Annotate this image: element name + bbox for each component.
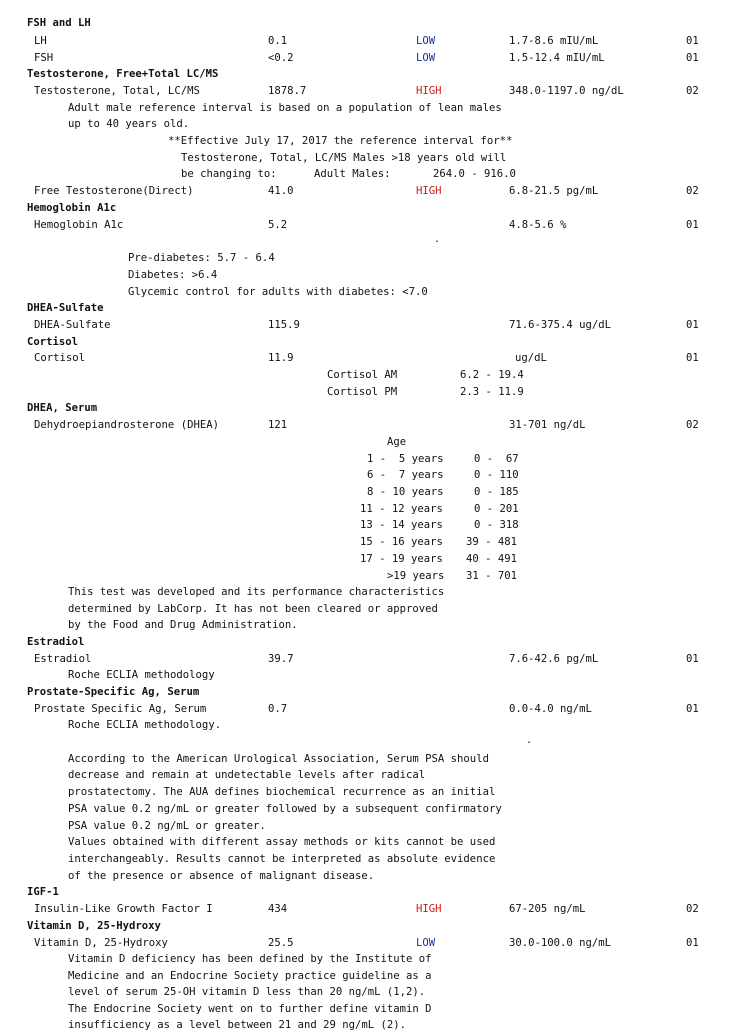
lab-code-fsh: 01: [686, 52, 699, 64]
lab-code-estradiol: 01: [686, 653, 699, 665]
reference-range-lh: 1.7-8.6 mIU/mL: [509, 35, 599, 47]
reference-range-testosterone-total: 348.0-1197.0 ng/dL: [509, 85, 624, 97]
lab-code-vitamin-d: 01: [686, 937, 699, 949]
lab-code-testosterone-total: 02: [686, 85, 699, 97]
cortisol-ref-label: Cortisol PM: [327, 386, 398, 398]
stray-dot: .: [434, 234, 441, 245]
comment-line: Vitamin D deficiency has been defined by the Institute of: [68, 953, 432, 965]
test-name-testosterone-total: Testosterone, Total, LC/MS: [34, 85, 200, 97]
comment-line: Diabetes: >6.4: [128, 269, 218, 281]
method-note: Roche ECLIA methodology: [68, 669, 215, 681]
comment-line: Glycemic control for adults with diabetes: <7.0: [128, 286, 428, 298]
comment-line: by the Food and Drug Administration.: [68, 619, 298, 631]
age-range-value: 39 - 481: [466, 536, 518, 548]
comment-line: **Effective July 17, 2017 the reference interval for**: [168, 135, 513, 147]
result-value-free-testosterone: 41.0: [268, 185, 294, 197]
flag-low-lh: LOW: [416, 35, 436, 47]
stray-dot: .: [526, 735, 533, 746]
reference-range-psa: 0.0-4.0 ng/mL: [509, 703, 592, 715]
test-name-igf1: Insulin-Like Growth Factor I: [34, 903, 213, 915]
test-name-vitamin-d: Vitamin D, 25-Hydroxy: [34, 937, 168, 949]
comment-line: Testosterone, Total, LC/MS Males >18 years old will: [181, 152, 507, 164]
section-header-a1c: Hemoglobin A1c: [27, 202, 117, 214]
comment-line: This test was developed and its performance characteristics: [68, 586, 445, 598]
age-range-label: 17 - 19 years: [360, 553, 443, 565]
result-value-psa: 0.7: [268, 703, 288, 715]
flag-high-free-testosterone: HIGH: [416, 185, 442, 197]
section-header-vitamin-d: Vitamin D, 25-Hydroxy: [27, 920, 161, 932]
comment-line: decrease and remain at undetectable levels after radical: [68, 769, 426, 781]
result-value-dhea-sulfate: 115.9: [268, 319, 300, 331]
test-name-cortisol: Cortisol: [34, 352, 86, 364]
result-value-estradiol: 39.7: [268, 653, 294, 665]
age-range-label: 6 - 7 years: [367, 469, 444, 481]
comment-line: 264.0 - 916.0: [433, 168, 516, 180]
age-range-value: 0 - 318: [474, 519, 519, 531]
age-range-value: 0 - 201: [474, 503, 519, 515]
flag-low-fsh: LOW: [416, 52, 436, 64]
reference-range-dhea: 31-701 ng/dL: [509, 419, 586, 431]
result-value-fsh: <0.2: [268, 52, 294, 64]
test-name-a1c: Hemoglobin A1c: [34, 219, 124, 231]
test-name-dhea: Dehydroepiandrosterone (DHEA): [34, 419, 219, 431]
cortisol-ref-range: 2.3 - 11.9: [460, 386, 524, 398]
test-name-lh: LH: [34, 35, 47, 47]
reference-range-igf1: 67-205 ng/mL: [509, 903, 586, 915]
test-name-psa: Prostate Specific Ag, Serum: [34, 703, 207, 715]
comment-line: prostatectomy. The AUA defines biochemical recurrence as an initial: [68, 786, 496, 798]
age-range-label: 8 - 10 years: [367, 486, 444, 498]
comment-line: Adult Males:: [314, 168, 391, 180]
comment-line: PSA value 0.2 ng/mL or greater followed by a subsequent confirmatory: [68, 803, 502, 815]
section-header-psa: Prostate-Specific Ag, Serum: [27, 686, 200, 698]
lab-code-a1c: 01: [686, 219, 699, 231]
section-header-igf1: IGF-1: [27, 886, 59, 898]
comment-line: Pre-diabetes: 5.7 - 6.4: [128, 252, 275, 264]
comment-line: determined by LabCorp. It has not been cleared or approved: [68, 603, 438, 615]
comment-line: Adult male reference interval is based on a population of lean males: [68, 102, 502, 114]
result-value-dhea: 121: [268, 419, 288, 431]
lab-code-free-testosterone: 02: [686, 185, 699, 197]
result-value-cortisol: 11.9: [268, 352, 294, 364]
lab-code-psa: 01: [686, 703, 699, 715]
reference-range-fsh: 1.5-12.4 mIU/mL: [509, 52, 605, 64]
comment-line: PSA value 0.2 ng/mL or greater.: [68, 820, 266, 832]
age-range-value: 0 - 67: [474, 453, 519, 465]
test-name-free-testosterone: Free Testosterone(Direct): [34, 185, 194, 197]
method-note: Roche ECLIA methodology.: [68, 719, 222, 731]
age-range-value: 40 - 491: [466, 553, 518, 565]
result-value-igf1: 434: [268, 903, 288, 915]
age-range-value: 0 - 110: [474, 469, 519, 481]
comment-line: of the presence or absence of malignant disease.: [68, 870, 375, 882]
cortisol-ref-range: 6.2 - 19.4: [460, 369, 524, 381]
comment-line: According to the American Urological Association, Serum PSA should: [68, 753, 489, 765]
flag-low-vitamin-d: LOW: [416, 937, 436, 949]
age-range-label: >19 years: [387, 570, 445, 582]
lab-code-lh: 01: [686, 35, 699, 47]
comment-line: Medicine and an Endocrine Society practice guideline as a: [68, 970, 432, 982]
test-name-estradiol: Estradiol: [34, 653, 92, 665]
result-value-a1c: 5.2: [268, 219, 288, 231]
age-range-label: 1 - 5 years: [367, 453, 444, 465]
lab-code-dhea-sulfate: 01: [686, 319, 699, 331]
unit-cortisol: ug/dL: [515, 352, 547, 364]
comment-line: The Endocrine Society went on to further define vitamin D: [68, 1003, 432, 1015]
section-header-dhea-serum: DHEA, Serum: [27, 402, 98, 414]
flag-high-testosterone-total: HIGH: [416, 85, 442, 97]
result-value-lh: 0.1: [268, 35, 288, 47]
reference-range-a1c: 4.8-5.6 %: [509, 219, 567, 231]
result-value-testosterone-total: 1878.7: [268, 85, 307, 97]
age-range-value: 31 - 701: [466, 570, 518, 582]
section-header-estradiol: Estradiol: [27, 636, 85, 648]
test-name-dhea-sulfate: DHEA-Sulfate: [34, 319, 111, 331]
reference-range-free-testosterone: 6.8-21.5 pg/mL: [509, 185, 599, 197]
reference-range-vitamin-d: 30.0-100.0 ng/mL: [509, 937, 612, 949]
age-range-label: 15 - 16 years: [360, 536, 443, 548]
age-header: Age: [387, 436, 407, 448]
comment-line: level of serum 25-OH vitamin D less than 20 ng/mL (1,2).: [68, 986, 426, 998]
lab-code-igf1: 02: [686, 903, 699, 915]
comment-line: up to 40 years old.: [68, 118, 190, 130]
test-name-fsh: FSH: [34, 52, 54, 64]
comment-line: be changing to:: [181, 168, 277, 180]
section-header-fsh-lh: FSH and LH: [27, 17, 91, 29]
section-header-testosterone: Testosterone, Free+Total LC/MS: [27, 68, 219, 80]
age-range-label: 11 - 12 years: [360, 503, 443, 515]
lab-code-cortisol: 01: [686, 352, 699, 364]
cortisol-ref-label: Cortisol AM: [327, 369, 398, 381]
section-header-cortisol: Cortisol: [27, 336, 79, 348]
reference-range-estradiol: 7.6-42.6 pg/mL: [509, 653, 599, 665]
age-range-value: 0 - 185: [474, 486, 519, 498]
comment-line: insufficiency as a level between 21 and 29 ng/mL (2).: [68, 1019, 407, 1031]
flag-high-igf1: HIGH: [416, 903, 442, 915]
comment-line: Values obtained with different assay methods or kits cannot be used: [68, 836, 496, 848]
age-range-label: 13 - 14 years: [360, 519, 443, 531]
lab-code-dhea: 02: [686, 419, 699, 431]
section-header-dhea-sulfate: DHEA-Sulfate: [27, 302, 104, 314]
reference-range-dhea-sulfate: 71.6-375.4 ug/dL: [509, 319, 612, 331]
result-value-vitamin-d: 25.5: [268, 937, 294, 949]
comment-line: interchangeably. Results cannot be interpreted as absolute evidence: [68, 853, 496, 865]
